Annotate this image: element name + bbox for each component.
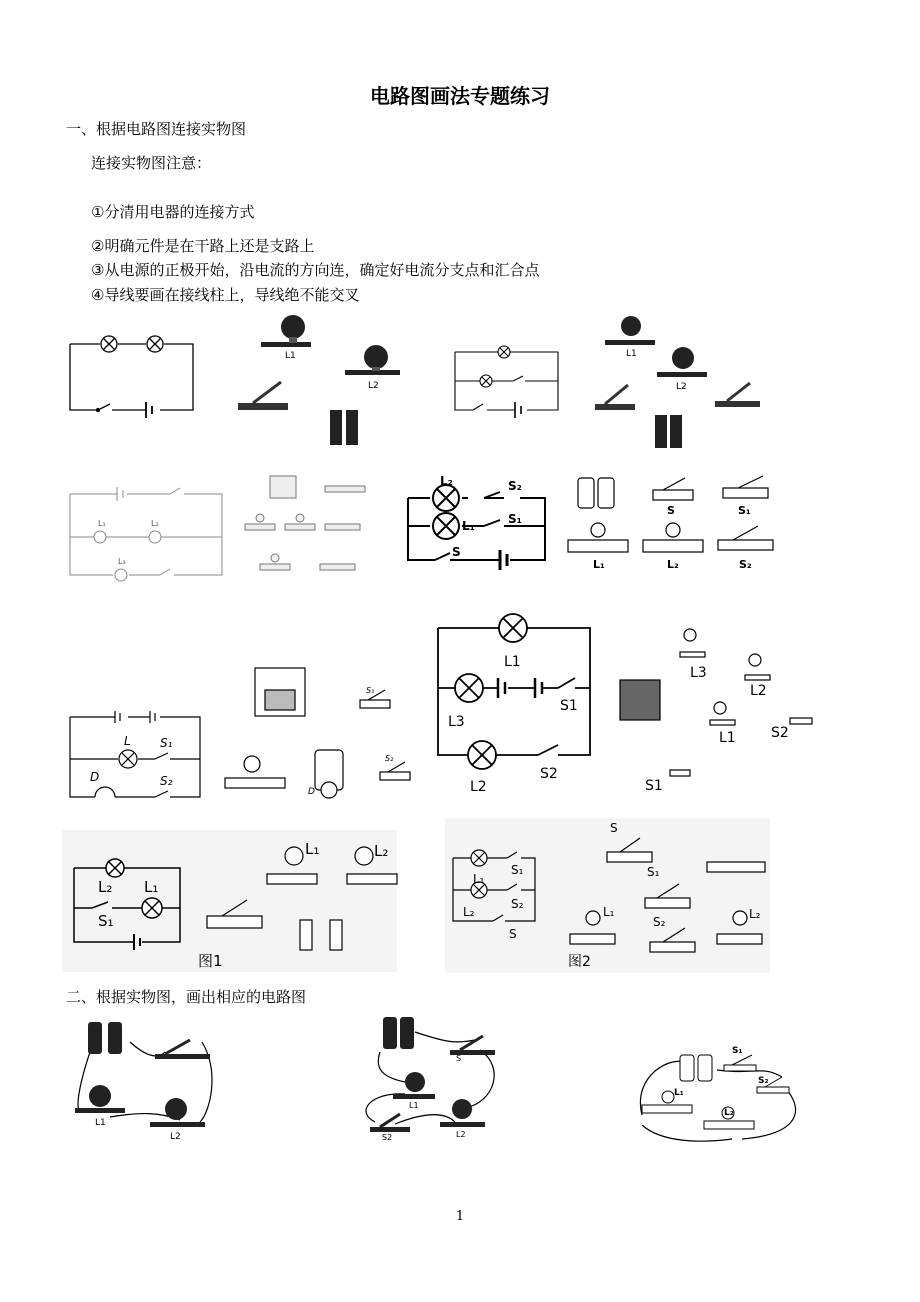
switch-label: S	[509, 927, 517, 941]
circuit-diagram-three-lamps	[62, 480, 232, 590]
lamp-label: L1	[504, 654, 521, 670]
switch-label: S₁	[511, 863, 524, 877]
lamp-label: L₁	[144, 878, 159, 896]
section-2-heading: 二、根据实物图，画出相应的电路图	[66, 988, 307, 1006]
circuit-diagram-bell	[60, 705, 210, 805]
figure-caption: 图2	[568, 954, 591, 970]
bulb-label: L2	[170, 1132, 181, 1142]
bulb-label: L₁	[593, 558, 605, 571]
physical-components-5	[220, 660, 420, 810]
note-item: ②明确元件是在干路上还是支路上	[91, 237, 315, 255]
note-item: ③从电源的正极开始，沿电流的方向连，确定好电流分支点和汇合点	[91, 261, 540, 279]
bulb-label: L3	[690, 665, 707, 681]
bell-label: D	[308, 787, 315, 797]
switch-label: S₁	[732, 1046, 743, 1056]
bulb-label: L₁	[674, 1088, 684, 1098]
bell-label: D	[90, 770, 100, 784]
bulb-label: L2	[368, 381, 379, 391]
bulb-label: L₂	[667, 558, 679, 571]
circuit-diagram-parallel	[445, 338, 570, 418]
physical-components-4	[563, 470, 788, 580]
switch-label: S2	[540, 766, 558, 782]
circuit-diagram-series	[60, 328, 205, 423]
bulb-label: L₂	[749, 907, 761, 921]
bulb-label: L2	[676, 382, 687, 392]
switch-label: S₁	[98, 912, 114, 930]
switch-label: S₁	[647, 865, 660, 879]
physical-components-3	[240, 468, 370, 580]
switch-label: S1	[645, 778, 663, 794]
lamp-label: L₁	[98, 519, 106, 528]
switch-label: S₁	[366, 686, 375, 695]
lamp-label: L	[124, 734, 131, 748]
lamp-label: L₃	[118, 557, 126, 566]
bulb-label: L2	[750, 683, 767, 699]
lamp-label: L₁	[473, 872, 485, 886]
physical-circuit-b	[355, 1012, 515, 1147]
page-number: 1	[455, 1209, 465, 1224]
switch-label: S₂	[508, 479, 522, 493]
section-1-heading: 一、根据电路图连接实物图	[66, 120, 247, 138]
switch-label: S2	[382, 1133, 393, 1142]
physical-circuit-a	[70, 1012, 230, 1144]
physical-circuit-c	[632, 1035, 807, 1145]
bulb-label: L2	[456, 1130, 466, 1139]
bulb-label: L1	[285, 351, 296, 361]
physical-components-1	[233, 310, 413, 450]
switch-label: S₁	[160, 736, 173, 750]
lamp-label: L2	[470, 779, 487, 795]
figure-1	[62, 830, 397, 972]
bulb-label: L1	[719, 730, 736, 746]
switch-label: S₂	[758, 1076, 769, 1086]
bulb-label: L1	[95, 1118, 106, 1128]
switch-label: S	[456, 1054, 462, 1063]
switch-label: S1	[560, 698, 578, 714]
note-item: ④导线要画在接线柱上，导线绝不能交叉	[91, 286, 360, 304]
circuit-diagram-three-branch	[430, 610, 595, 800]
switch-label: S	[452, 545, 461, 559]
note-title: 连接实物图注意：	[91, 154, 212, 172]
bulb-label: L₂	[374, 842, 389, 860]
bulb-label: L₁	[305, 840, 320, 858]
circuit-diagram-two-switch	[400, 468, 555, 580]
lamp-label: L₁	[462, 519, 475, 533]
figure-2	[445, 818, 770, 973]
lamp-label: L₂	[151, 519, 159, 528]
switch-label: S₂	[739, 558, 752, 571]
switch-label: S	[667, 504, 675, 517]
physical-components-2	[590, 312, 770, 452]
physical-components-6	[615, 620, 820, 795]
note-item: ①分清用电器的连接方式	[91, 203, 255, 221]
switch-label: S₁	[738, 504, 751, 517]
lamp-label: L₂	[463, 905, 475, 919]
lamp-label: L₂	[440, 474, 453, 488]
switch-label: S₂	[385, 754, 394, 763]
switch-label: S2	[771, 725, 789, 741]
switch-label: S₁	[508, 512, 522, 526]
switch-label: S₂	[653, 915, 666, 929]
lamp-label: L3	[448, 714, 465, 730]
switch-label: S₂	[511, 897, 524, 911]
bulb-label: L1	[626, 349, 637, 359]
switch-label: S₂	[160, 774, 173, 788]
figure-caption: 图1	[198, 952, 223, 970]
bulb-label: L1	[409, 1101, 419, 1110]
bulb-label: L₁	[603, 905, 615, 919]
lamp-label: L₂	[98, 878, 113, 896]
bulb-label: L₂	[724, 1108, 734, 1118]
page-title: 电路图画法专题练习	[370, 84, 550, 108]
switch-label: S	[610, 821, 618, 835]
